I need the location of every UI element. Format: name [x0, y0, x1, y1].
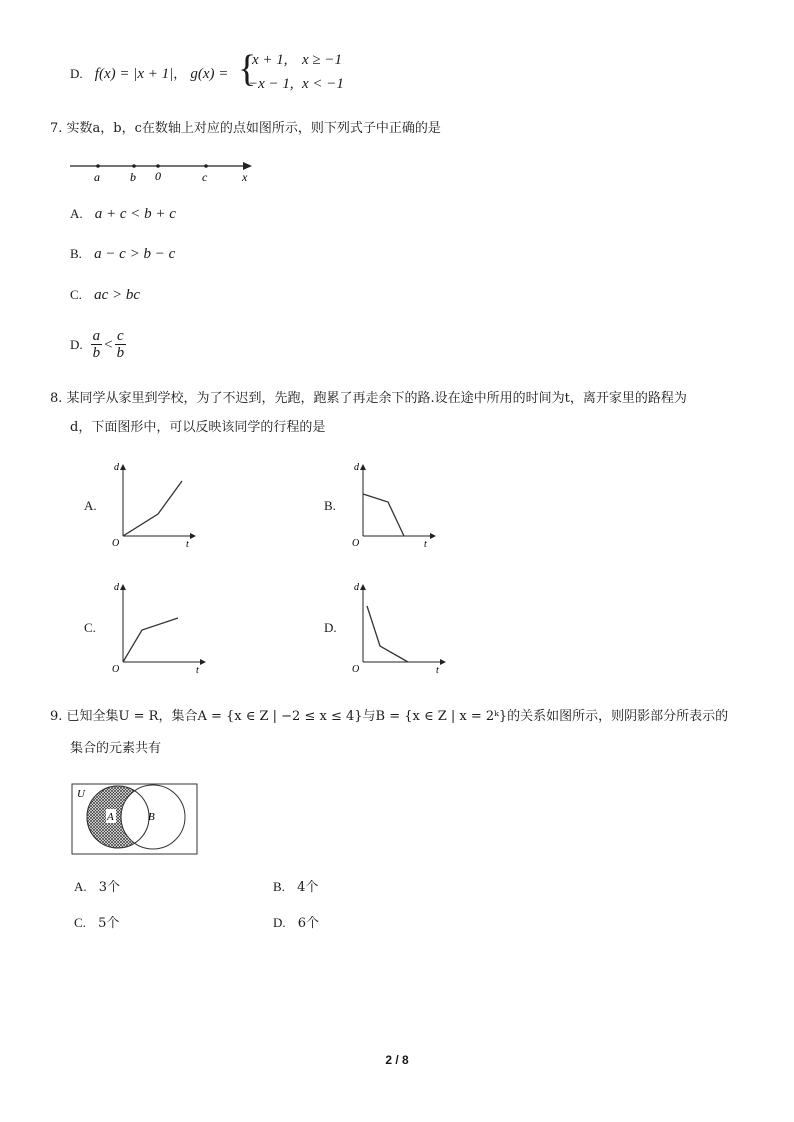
q8-option-b-label[interactable]: B. — [324, 498, 336, 513]
q9-option-a-text: 3个 — [98, 880, 121, 895]
q8-graph-b-d-label: d — [354, 462, 359, 473]
q6-separator: ， — [173, 67, 187, 82]
q8-option-a-label[interactable]: A. — [84, 498, 97, 513]
q8-graph-b-y-arrow-icon — [360, 464, 366, 470]
q7-axis-label-c: c — [202, 170, 208, 184]
q7-option-b[interactable] — [70, 246, 175, 263]
q6-case-2-expr: −x − 1, — [248, 76, 294, 92]
q8-number: 8. — [50, 391, 63, 406]
q9-venn-label-b: B — [148, 811, 155, 823]
q8-graph-c — [108, 578, 208, 674]
q7-option-d-num-1: a — [92, 328, 101, 344]
q8-graph-d-curve — [367, 606, 408, 662]
q7-number: 7. — [50, 121, 63, 136]
q8-graph-c-t-label: t — [196, 665, 199, 674]
q9-option-a[interactable] — [74, 879, 120, 896]
q9-option-b[interactable] — [273, 879, 318, 896]
q9-stem-line-1 — [50, 709, 728, 725]
q6-case-1-cond: x ≥ −1 — [302, 52, 343, 68]
q7-option-c-text: ac > bc — [94, 287, 140, 303]
q9-venn-label-a: A — [107, 811, 114, 823]
q8-graph-b-t-label: t — [424, 539, 427, 550]
q9-stem-text-1: 已知全集U = R，集合A = {x ∈ Z | −2 ≤ x ≤ 4}与B = {x ∈ Z | x = 2ᵏ}的关系如图所示，则阴影部分所表示的 — [66, 709, 729, 724]
q7-option-a[interactable] — [70, 206, 176, 223]
q6-option-d-label: D. — [70, 66, 83, 81]
q7-point-zero — [156, 164, 160, 168]
q8-graph-d-t-label: t — [436, 665, 439, 674]
q7-option-d[interactable] — [70, 328, 126, 361]
q8-graph-a-x-arrow-icon — [190, 533, 196, 539]
q9-option-d[interactable] — [273, 915, 319, 932]
q6-function-g-lhs: g(x) = — [190, 66, 229, 82]
q7-option-d-label: D. — [70, 336, 83, 352]
q8-graph-a-origin: O — [112, 538, 120, 549]
page-number: 2 / 8 — [385, 1053, 409, 1067]
q8-graph-d-y-arrow-icon — [360, 584, 366, 590]
q6-function-f: f(x) = |x + 1| — [94, 66, 174, 82]
q9-option-c[interactable] — [74, 915, 119, 932]
q8-graph-a — [108, 458, 198, 550]
q9-option-d-label: D. — [273, 915, 286, 930]
q7-option-d-den-1: b — [92, 345, 101, 361]
q8-graph-a-t-label: t — [186, 539, 189, 550]
q7-stem-text: 实数a，b，c在数轴上对应的点如图所示，则下列式子中正确的是 — [66, 121, 441, 136]
q9-option-a-label: A. — [74, 879, 87, 894]
q8-stem-line-2: d，下面图形中，可以反映该同学的行程的是 — [70, 420, 326, 435]
q7-option-c[interactable] — [70, 287, 140, 304]
q7-option-b-text: a − c > b − c — [94, 246, 176, 262]
q8-graph-c-origin: O — [112, 664, 120, 674]
q8-stem-text-1: 某同学从家里到学校，为了不迟到，先跑，跑累了再走余下的路.设在途中所用的时间为t，离开家里的路程为 — [66, 391, 687, 406]
q7-axis-label-x: x — [242, 170, 248, 184]
q8-graph-d-origin: O — [352, 664, 360, 674]
q8-graph-a-curve — [123, 481, 182, 536]
q9-option-b-label: B. — [273, 879, 285, 894]
q8-graph-b-origin: O — [352, 538, 360, 549]
q8-graph-b-curve — [363, 494, 404, 536]
q8-graph-b — [348, 458, 438, 550]
q8-graph-d-d-label: d — [354, 582, 359, 593]
q8-graph-d — [348, 578, 448, 674]
q7-axis-label-b: b — [130, 170, 136, 184]
q7-option-c-label: C. — [70, 287, 82, 302]
q9-option-d-text: 6个 — [297, 916, 320, 931]
q7-stem — [50, 121, 441, 137]
q7-option-a-text: a + c < b + c — [94, 206, 176, 222]
q9-option-c-text: 5个 — [98, 916, 120, 931]
q8-graph-c-d-label: d — [114, 582, 119, 593]
q7-number-line — [68, 158, 258, 186]
q8-graph-c-curve — [123, 618, 178, 662]
q8-option-d-label[interactable]: D. — [324, 620, 337, 635]
q7-option-d-den-2: b — [116, 345, 125, 361]
q9-venn-label-u: U — [77, 788, 85, 800]
q6-case-2-cond: x < −1 — [302, 76, 344, 92]
q9-number: 9. — [50, 709, 63, 724]
q6-case-brace: { — [238, 48, 257, 90]
q8-graph-a-y-arrow-icon — [120, 464, 126, 470]
q7-option-d-fraction-1 — [91, 328, 103, 361]
q7-point-a — [96, 164, 100, 168]
q7-axis-arrow-icon — [243, 162, 252, 170]
q8-graph-a-d-label: d — [114, 462, 119, 473]
q6-option-d — [70, 66, 228, 83]
q8-option-c-label[interactable]: C. — [84, 620, 96, 635]
q8-graph-c-x-arrow-icon — [200, 659, 206, 665]
q7-axis-label-a: a — [94, 170, 100, 184]
q9-venn-diagram — [70, 782, 200, 856]
q8-graph-c-y-arrow-icon — [120, 584, 126, 590]
q9-option-b-text: 4个 — [297, 880, 319, 895]
q8-graph-d-x-arrow-icon — [440, 659, 446, 665]
q7-point-b — [132, 164, 136, 168]
q9-stem-line-2: 集合的元素共有 — [70, 741, 162, 756]
q8-stem-line-1 — [50, 391, 687, 407]
q6-case-1-expr: x + 1, — [252, 52, 288, 68]
q7-point-c — [204, 164, 208, 168]
q7-option-a-label: A. — [70, 206, 83, 221]
q8-graph-b-x-arrow-icon — [430, 533, 436, 539]
q7-option-d-fraction-2 — [115, 328, 127, 361]
q7-option-b-label: B. — [70, 246, 82, 261]
q9-option-c-label: C. — [74, 915, 86, 930]
q7-option-d-operator: < — [104, 336, 113, 353]
q7-option-d-num-2: c — [117, 328, 124, 344]
q7-axis-label-zero: 0 — [155, 169, 161, 183]
